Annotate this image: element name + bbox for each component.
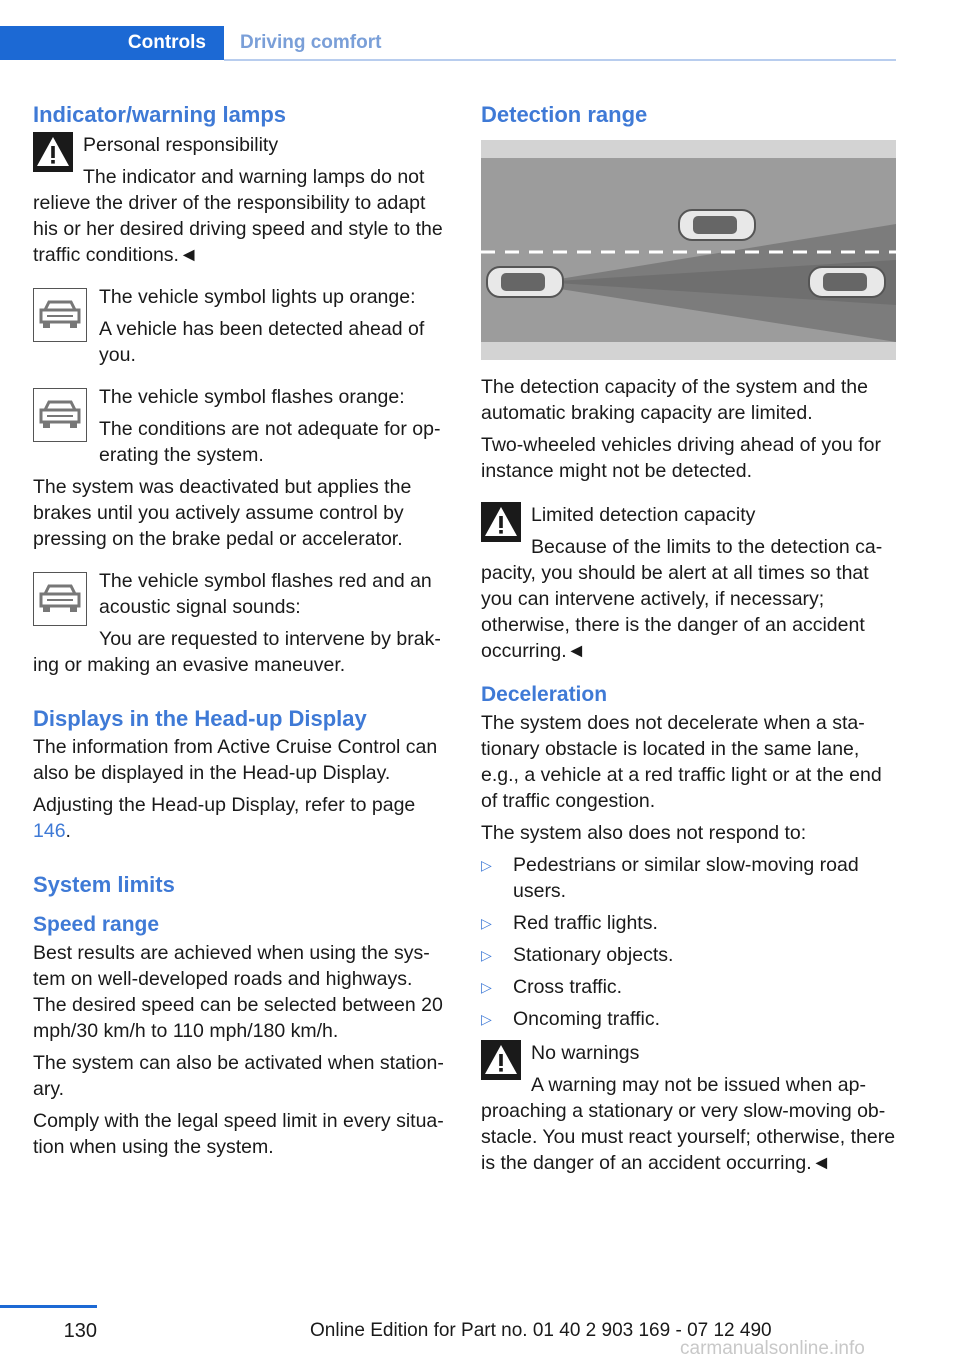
warning-title: Personal responsibility <box>83 134 279 156</box>
speed-paragraph-2: The system can also be activated when stationary. <box>33 1052 444 1100</box>
hud-reference-text: Adjusting the Head-up Display, refer to page <box>33 794 416 816</box>
list-item-text: Pedestrians or similar slow-moving road users. <box>513 854 859 902</box>
deceleration-paragraph-1: The system does not decelerate when a stationary obstacle is located in the same lane, e.g., a vehicle at a red traffic light or at the end of traffic congestion. <box>481 712 882 812</box>
list-item-text: Cross traffic. <box>513 976 623 998</box>
triangle-bullet-icon: ▷ <box>481 979 492 995</box>
vehicle-symbol-icon <box>33 572 87 626</box>
paragraph-deactivated: The system was deactivated but applies the brakes until you actively assume control by pressing on the brake pedal or accelerator. <box>33 476 412 550</box>
hud-reference <box>33 792 449 844</box>
no-response-list <box>481 852 897 1032</box>
speed-paragraph-1: Best results are achieved when using the system on well-developed roads and highways. The desired speed can be selected between 20 mph/30 km/h to 110 mph/180 km/h. <box>33 942 443 1042</box>
header-rule <box>224 59 896 61</box>
detection-paragraph-1: The detection capacity of the system and the automatic braking capacity are limited. <box>481 376 868 424</box>
warning-text: The indicator and warning lamps do not relieve the driver of the responsibility to adapt his or her desired driving speed and style to the traffic conditions.◄ <box>33 166 443 266</box>
heading-detection-range: Detection range <box>481 102 648 127</box>
car-ahead-left-lane <box>679 210 755 240</box>
page-link-146[interactable]: 146 <box>33 820 66 842</box>
symbol-description: The vehicle symbol lights up orange: <box>99 286 416 308</box>
triangle-bullet-icon: ▷ <box>481 915 492 931</box>
heading-system-limits: System limits <box>33 872 175 897</box>
warning-triangle-icon <box>481 1040 521 1080</box>
warning-no-warnings <box>481 1038 897 1176</box>
list-item <box>481 974 897 1000</box>
hud-reference-end: . <box>65 820 71 842</box>
warning-title: Limited detection capacity <box>531 504 756 526</box>
triangle-bullet-icon: ▷ <box>481 857 492 873</box>
vehicle-symbol-orange-flash <box>33 384 449 468</box>
watermark: carmanualsonline.info <box>680 1338 865 1359</box>
speed-paragraph-3: Comply with the legal speed limit in every situation when using the system. <box>33 1110 444 1158</box>
list-item <box>481 910 897 936</box>
symbol-description: The vehicle symbol flashes orange: <box>99 386 405 408</box>
heading-speed-range: Speed range <box>33 913 160 936</box>
list-item-text: Stationary objects. <box>513 944 674 966</box>
warning-limited-detection <box>481 500 897 664</box>
page-header <box>0 26 896 62</box>
footer-rule <box>0 1305 97 1308</box>
heading-indicator-warning-lamps: Indicator/warning lamps <box>33 102 287 127</box>
list-item <box>481 852 897 904</box>
triangle-bullet-icon: ▷ <box>481 1011 492 1027</box>
warning-title: No warnings <box>531 1042 640 1064</box>
list-item-text: Red traffic lights. <box>513 912 658 934</box>
header-section-controls: Controls <box>0 26 224 60</box>
detection-paragraph-2: Two-wheeled vehicles driving ahead of you for instance might not be detected. <box>481 434 881 482</box>
detection-range-illustration <box>481 140 896 360</box>
warning-text: Because of the limits to the detection capacity, you should be alert at all times so that you can intervene actively, if necessary; otherwise, there is the danger of an accident occurring.◄ <box>481 536 883 662</box>
warning-personal-responsibility <box>33 130 449 268</box>
vehicle-symbol-red-flash <box>33 568 449 678</box>
heading-head-up-display: Displays in the Head-up Display <box>33 706 367 731</box>
deceleration-paragraph-2: The system also does not respond to: <box>481 822 807 844</box>
warning-triangle-icon <box>33 132 73 172</box>
vehicle-symbol-icon <box>33 288 87 342</box>
edition-line: Online Edition for Part no. 01 40 2 903 169 - 07 12 490 <box>310 1320 772 1341</box>
vehicle-symbol-orange-lit <box>33 284 449 368</box>
hud-paragraph: The information from Active Cruise Control can also be displayed in the Head-up Display. <box>33 736 438 784</box>
list-item-text: Oncoming traffic. <box>513 1008 661 1030</box>
own-car <box>487 267 563 297</box>
vehicle-symbol-icon <box>33 388 87 442</box>
header-subsection-driving-comfort: Driving comfort <box>240 32 382 53</box>
list-item <box>481 1006 897 1032</box>
left-column <box>33 100 449 1166</box>
symbol-meaning: The conditions are not adequate for operating the system. <box>99 418 441 466</box>
symbol-description: The vehicle symbol flashes red and an acoustic signal sounds: <box>99 570 432 618</box>
warning-triangle-icon <box>481 502 521 542</box>
warning-text: A warning may not be issued when approaching a stationary or very slow-moving obstacle. You must react yourself; otherwise, there is the danger of an accident occurring.◄ <box>481 1074 896 1174</box>
symbol-meaning: A vehicle has been detected ahead of you. <box>99 318 425 366</box>
list-item <box>481 942 897 968</box>
heading-deceleration: Deceleration <box>481 683 608 706</box>
triangle-bullet-icon: ▷ <box>481 947 492 963</box>
car-ahead-same-lane <box>809 267 885 297</box>
symbol-meaning: You are requested to intervene by braking or making an evasive maneuver. <box>33 628 441 676</box>
right-column <box>481 100 897 1182</box>
page-number: 130 <box>63 1320 97 1342</box>
